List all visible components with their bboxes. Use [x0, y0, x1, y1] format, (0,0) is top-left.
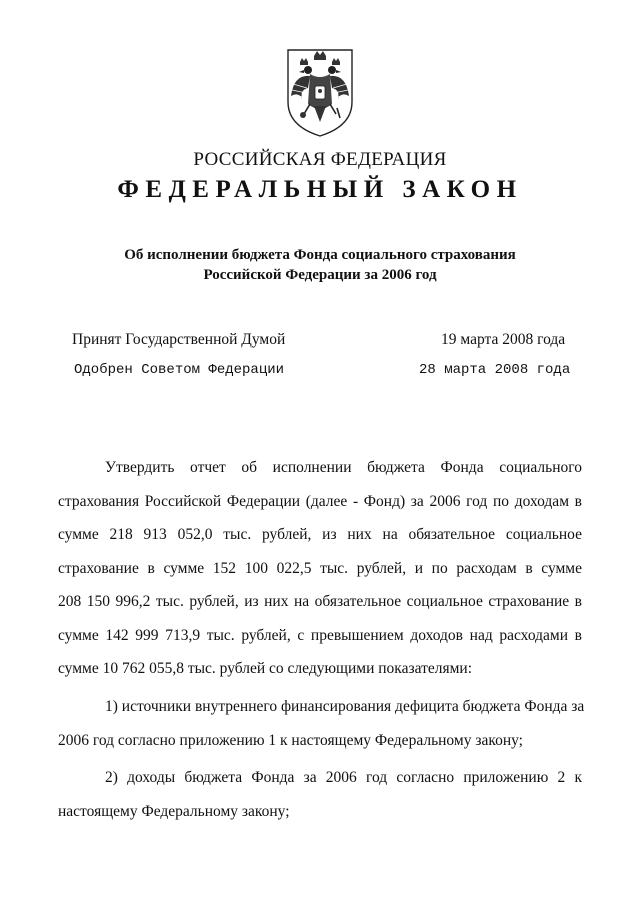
paragraph-line: Утвердить отчет об исполнении бюджета Фонда социального: [105, 459, 582, 476]
duma-adoption-label: Принят Государственной Думой: [72, 331, 286, 348]
paragraph-line: 2) доходы бюджета Фонда за 2006 год согласно приложению 2 к: [105, 769, 582, 786]
paragraph-line: страхования Российской Федерации (далее - Фонд) за 2006 год по доходам в: [58, 492, 582, 510]
duma-adoption-date: 19 марта 2008 года: [441, 331, 566, 348]
law-title-line-2: Российской Федерации за 2006 год: [203, 267, 437, 283]
paragraph-line: сумме 142 999 713,9 тыс. рублей, с превышением доходов над расходами в: [58, 626, 582, 644]
paragraph-line: сумме 218 913 052,0 тыс. рублей, из них на обязательное социальное: [58, 526, 582, 543]
paragraph-line: настоящему Федеральному закону;: [58, 802, 290, 820]
law-title-line-1: Об исполнении бюджета Фонда социального страхования: [124, 247, 516, 263]
paragraph-item-2: [58, 761, 582, 828]
coat-of-arms-emblem: [280, 44, 360, 140]
law-title: [0, 245, 640, 285]
country-name: РОССИЙСКАЯ ФЕДЕРАЦИЯ: [193, 149, 447, 170]
paragraph-main: [58, 451, 582, 686]
council-approval-date: 28 марта 2008 года: [419, 362, 571, 378]
paragraph-line: 2006 год согласно приложению 1 к настоящему Федеральному закону;: [58, 731, 523, 749]
paragraph-item-1: [58, 690, 585, 757]
council-approval-label: Одобрен Советом Федерации: [74, 362, 285, 378]
paragraph-line: сумме 10 762 055,8 тыс. рублей со следующими показателями:: [58, 660, 473, 677]
paragraph-line: 208 150 996,2 тыс. рублей, из них на обязательное социальное страхование в: [58, 593, 582, 610]
document-type: ФЕДЕРАЛЬНЫЙ ЗАКОН: [117, 176, 523, 203]
paragraph-line: 1) источники внутреннего финансирования дефицита бюджета Фонда за: [105, 698, 585, 715]
paragraph-line: страхование в сумме 152 100 022,5 тыс. рублей, и по расходам в сумме: [58, 559, 582, 577]
